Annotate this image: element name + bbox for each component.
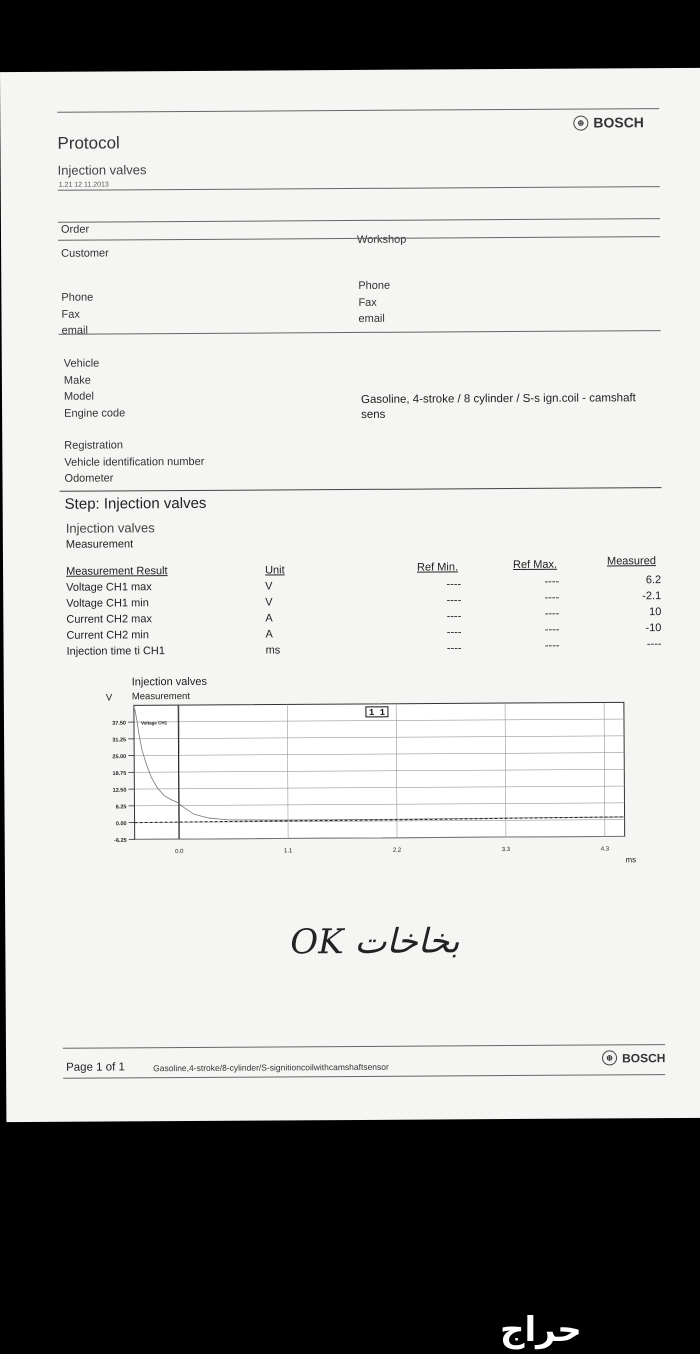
divider — [59, 330, 661, 335]
y-tick-label: 6.25 — [115, 804, 127, 811]
cell-ref-max: ---- — [544, 591, 560, 604]
chart-subtitle: Measurement — [131, 690, 190, 703]
workshop-label: Workshop — [357, 233, 407, 246]
y-tick-label: 31.25 — [112, 737, 127, 744]
cell-unit: V — [265, 580, 273, 593]
y-tick-label: 37.50 — [112, 720, 127, 727]
y-tick-label: -6.25 — [114, 837, 127, 844]
col-unit: Unit — [265, 564, 285, 577]
cell-ref-max: ---- — [544, 607, 560, 620]
cell-unit: A — [265, 628, 273, 641]
x-tick-label: 4.3 — [600, 846, 610, 853]
legend-label: Voltage CH1 — [140, 720, 168, 726]
engine-code-label: Engine code — [64, 406, 126, 420]
marker-label: 1 1 — [368, 707, 386, 718]
x-tick-label: 0.0 — [175, 849, 184, 856]
chart-title: Injection valves — [131, 675, 207, 689]
vehicle-labels — [64, 355, 126, 421]
engine-value-line: Gasoline, 4-stroke / 8 cylinder / S-s ign.coil - camshaft — [360, 392, 636, 406]
cell-name: Voltage CH1 max — [66, 581, 152, 594]
step-heading: Step: Injection valves — [64, 494, 207, 513]
x-tick-label: 2.2 — [392, 847, 402, 854]
cell-ref-min: ---- — [446, 577, 462, 590]
cell-name: Current CH2 max — [66, 613, 152, 626]
engine-code-value — [361, 392, 636, 421]
handwritten-note: OK بخاخات — [290, 921, 460, 963]
bosch-logo — [573, 114, 644, 130]
divider — [57, 108, 659, 113]
phone-label: Phone — [61, 291, 94, 304]
cell-unit: A — [265, 612, 273, 625]
col-measured: Measured — [606, 555, 656, 568]
divider — [58, 218, 660, 223]
customer-label: Customer — [61, 247, 109, 260]
cell-ref-min: ---- — [446, 609, 462, 622]
page-subtitle: Injection valves — [57, 162, 147, 178]
cell-measured: 6.2 — [645, 573, 662, 586]
y-tick-label: 12.50 — [112, 787, 127, 794]
cell-measured: ---- — [646, 637, 662, 650]
bosch-logo-text: BOSCH — [621, 1050, 666, 1065]
registration-label: Registration — [64, 439, 124, 452]
footer-page: Page 1 of 1 — [66, 1061, 125, 1074]
cell-ref-min: ---- — [446, 625, 462, 638]
x-axis-label: ms — [625, 855, 637, 865]
cell-measured: -10 — [645, 621, 662, 634]
footer-description: Gasoline,4-stroke/8-cylinder/S-signitioncoilwithcamshaftsensor — [153, 1061, 389, 1074]
cell-name: Voltage CH1 min — [66, 597, 149, 610]
cell-name: Current CH2 min — [66, 629, 150, 642]
voltage-chart — [94, 696, 655, 889]
x-tick-label: 3.3 — [501, 847, 511, 854]
email-label: email — [61, 324, 88, 337]
cell-ref-max: ---- — [544, 575, 560, 588]
phone-label: Phone — [358, 279, 391, 292]
contact-right — [358, 278, 390, 328]
divider — [63, 1044, 665, 1049]
haraj-watermark: حراج — [500, 1310, 582, 1350]
cell-unit: V — [265, 596, 273, 609]
step-subtitle: Measurement — [65, 538, 134, 551]
bosch-ring-icon: ⊕ — [573, 115, 588, 130]
contact-left — [61, 290, 93, 340]
chart-ylabel: V — [105, 692, 113, 704]
col-measurement-result: Measurement Result — [66, 565, 168, 578]
bosch-logo-text: BOSCH — [593, 114, 644, 131]
email-label: email — [358, 312, 385, 325]
divider — [63, 1074, 665, 1079]
odometer-label: Odometer — [64, 472, 114, 485]
divider — [58, 186, 660, 191]
engine-value-line: sens — [361, 408, 386, 421]
vehicle-labels-bottom — [64, 437, 204, 487]
cell-measured: -2.1 — [642, 589, 662, 602]
cell-unit: ms — [265, 644, 281, 657]
cell-measured: 10 — [649, 605, 662, 618]
col-ref-max: Ref Max. — [512, 558, 558, 572]
cell-ref-min: ---- — [446, 593, 462, 606]
protocol-page — [0, 68, 700, 1122]
page-title: Protocol — [57, 133, 120, 153]
version-text: 1.21 12 11.2013 — [58, 181, 109, 189]
make-label: Make — [63, 374, 91, 387]
step-title: Injection valves — [65, 520, 155, 536]
footer-bosch-logo — [602, 1050, 665, 1065]
cell-ref-max: ---- — [544, 623, 560, 636]
fax-label: Fax — [358, 296, 377, 309]
vehicle-label: Vehicle — [63, 357, 100, 370]
x-tick-label: 1.1 — [284, 848, 293, 855]
cell-name: Injection time ti CH1 — [66, 645, 166, 658]
divider — [60, 487, 662, 492]
model-label: Model — [63, 390, 94, 403]
y-tick-label: 18.75 — [112, 770, 127, 777]
y-tick-label: 25.00 — [112, 754, 127, 761]
bosch-ring-icon: ⊕ — [602, 1050, 617, 1065]
vin-label: Vehicle identification number — [64, 455, 205, 469]
cell-ref-max: ---- — [544, 639, 560, 652]
order-label: Order — [60, 223, 90, 236]
col-ref-min: Ref Min. — [417, 561, 459, 574]
fax-label: Fax — [61, 308, 80, 321]
cell-ref-min: ---- — [446, 641, 462, 654]
y-tick-label: 0.00 — [115, 821, 127, 828]
